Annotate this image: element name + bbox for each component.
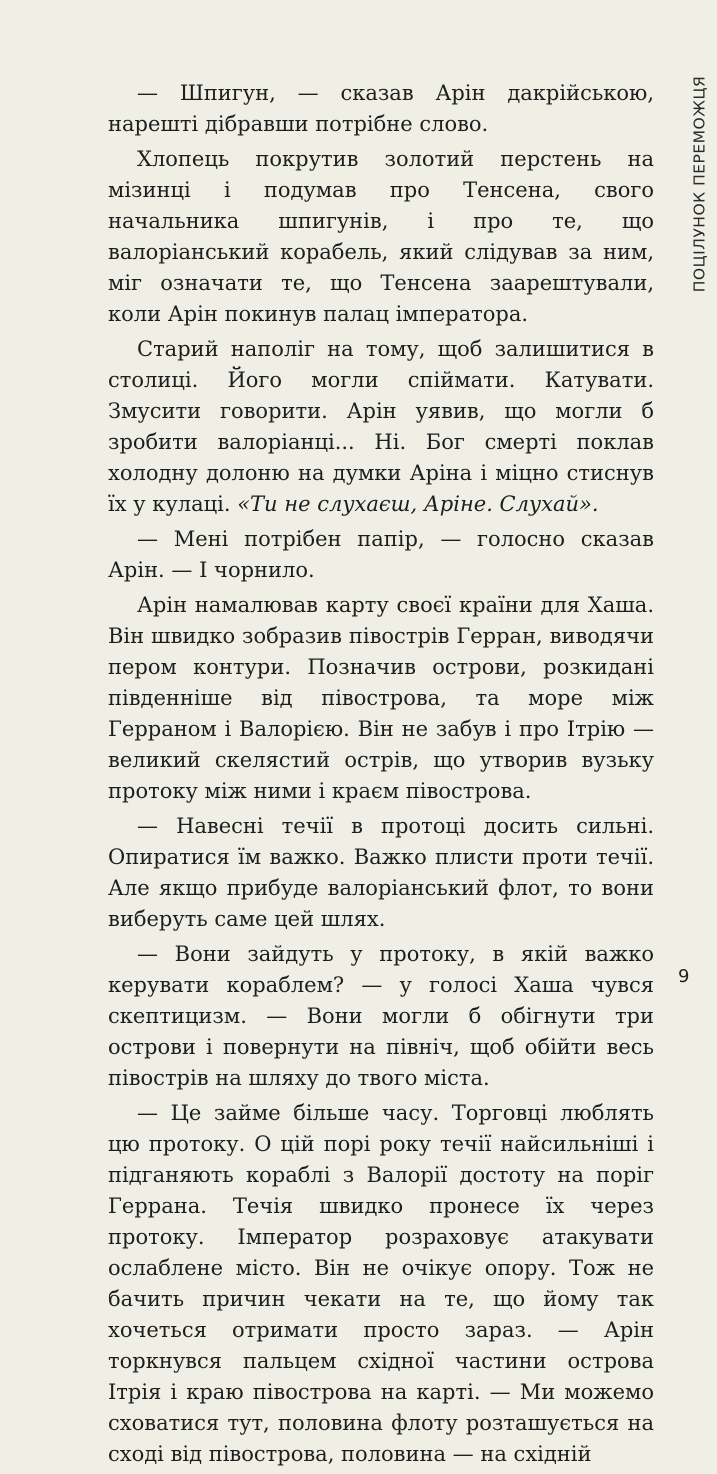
body-text bbox=[108, 78, 654, 1474]
running-head-text: ПОЦІЛУНОК ПЕРЕМОЖЦЯ bbox=[690, 75, 709, 293]
paragraph: — Шпигун, — сказав Арін дакрійською, нарешті дібравши потрібне слово. bbox=[108, 81, 654, 136]
paragraph-text: Старий наполіг на тому, щоб залишитися в столиці. Його могли спіймати. Катувати. Змусити говорити. Арін уявив, що могли б зробити валоріанці... Ні. Бог смерті поклав холодну долоню на думки Аріна і міцно стиснув їх у кулаці. bbox=[108, 337, 654, 516]
paragraph: — Мені потрібен папір, — голосно сказав Арін. — І чорнило. bbox=[108, 527, 654, 582]
paragraph: Арін намалював карту своєї країни для Хаша. Він швидко зобразив півострів Герран, виводячи пером контури. Позначив острови, розкидані південніше від півострова, та море між Герраном і Валорією. Він не забув і про Ітрію — великий скелястий острів, що утворив вузьку протоку між ними і краєм півострова. bbox=[108, 593, 654, 803]
paragraph: — Навесні течії в протоці досить сильні. Опиратися їм важко. Важко плисти проти течії. Але якщо прибуде валоріанський флот, то вони виберуть саме цей шлях. bbox=[108, 814, 654, 931]
paragraph: — Вони зайдуть у протоку, в якій важко керувати кораблем? — у голосі Хаша чувся скептицизм. — Вони могли б обігнути три острови і повернути на північ, щоб обійти весь півострів на шляху до твого міста. bbox=[108, 942, 654, 1090]
paragraph: — Це займе більше часу. Торговці люблять цю протоку. О цій порі року течії найсильніші і підганяють кораблі з Валорії достоту на поріг Геррана. Течія швидко пронесе їх через протоку. Імператор розраховує атакувати ослаблене місто. Він не очікує опору. Тож не бачить причин чекати на те, що йому так хочеться отримати просто зараз. — Арін торкнувся пальцем східної частини острова Ітрія і краю півострова на карті. — Ми можемо сховатися тут, половина флоту розташується на сході від півострова, половина — на східній bbox=[108, 1101, 654, 1466]
italic-quote: «Ти не слухаєш, Аріне. Слухай». bbox=[237, 492, 599, 516]
paragraph: Хлопець покрутив золотий перстень на мізинці і подумав про Тенсена, свого начальника шпигунів, і про те, що валоріанський корабель, який слідував за ним, міг означати те, що Тенсена заарештували, коли Арін покинув палац імператора. bbox=[108, 147, 654, 326]
paragraph bbox=[108, 334, 654, 520]
running-head bbox=[688, 76, 710, 292]
page-number: 9 bbox=[678, 966, 690, 987]
